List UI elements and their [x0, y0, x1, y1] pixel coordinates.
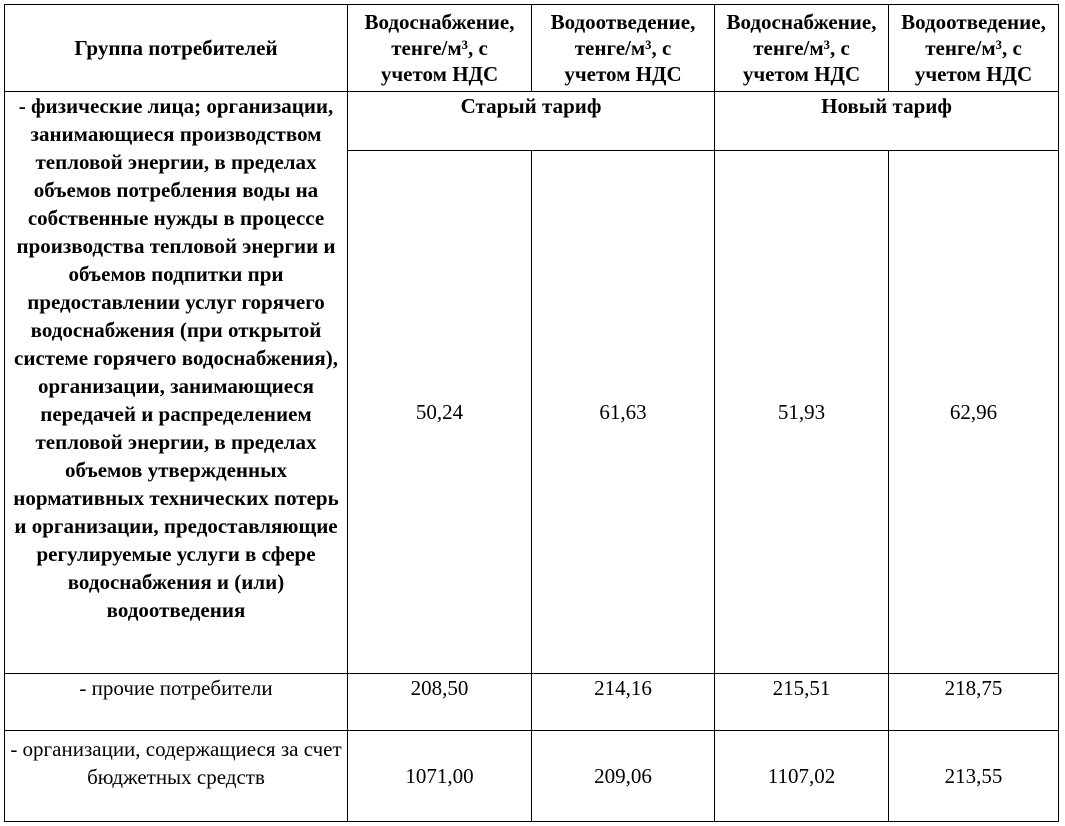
- row-2-new-water-disposal: 218,75: [889, 674, 1059, 731]
- table-row: [5, 674, 1059, 731]
- header-water-supply-new: Водоснабжение, тенге/м³, с учетом НДС: [715, 5, 889, 92]
- row-1-consumer-group: - физические лица; организации, занимающиеся производством тепловой энергии, в пределах объемов потребления воды на собственные нужды в процессе производства тепловой энергии и объемов подпитки при предоставлении услуг горячего водоснабжения (при открытой системе горячего водоснабжения), организации, занимающиеся передачей и распределением тепловой энергии, в пределах объемов утвержденных нормативных технических потерь и организации, предоставляющие регулируемые услуги в сфере водоснабжения и (или) водоотведения: [5, 92, 348, 674]
- row-3-old-water-supply: 1071,00: [348, 731, 532, 822]
- row-2-old-water-supply: 208,50: [348, 674, 532, 731]
- table-header-row: [5, 5, 1059, 92]
- row-2-new-water-supply: 215,51: [715, 674, 889, 731]
- row-1-old-water-disposal: 61,63: [532, 151, 715, 674]
- row-1-new-water-disposal: 62,96: [889, 151, 1059, 674]
- header-consumer-group: Группа потребителей: [5, 5, 348, 92]
- row-1-new-water-supply: 51,93: [715, 151, 889, 674]
- row-3-new-water-disposal: 213,55: [889, 731, 1059, 822]
- header-water-disposal-old: Водоотведение, тенге/м³, с учетом НДС: [532, 5, 715, 92]
- old-tariff-label: Старый тариф: [348, 92, 715, 151]
- row-2-consumer-group: - прочие потребители: [5, 674, 348, 731]
- header-water-supply-old: Водоснабжение, тенге/м³, с учетом НДС: [348, 5, 532, 92]
- new-tariff-label: Новый тариф: [715, 92, 1059, 151]
- row-2-old-water-disposal: 214,16: [532, 674, 715, 731]
- row-1-old-water-supply: 50,24: [348, 151, 532, 674]
- table-row: [5, 92, 1059, 151]
- table-row: [5, 731, 1059, 822]
- row-3-consumer-group: - организации, содержащиеся за счет бюджетных средств: [5, 731, 348, 822]
- row-3-new-water-supply: 1107,02: [715, 731, 889, 822]
- tariff-table: [4, 4, 1059, 822]
- row-3-old-water-disposal: 209,06: [532, 731, 715, 822]
- header-water-disposal-new: Водоотведение, тенге/м³, с учетом НДС: [889, 5, 1059, 92]
